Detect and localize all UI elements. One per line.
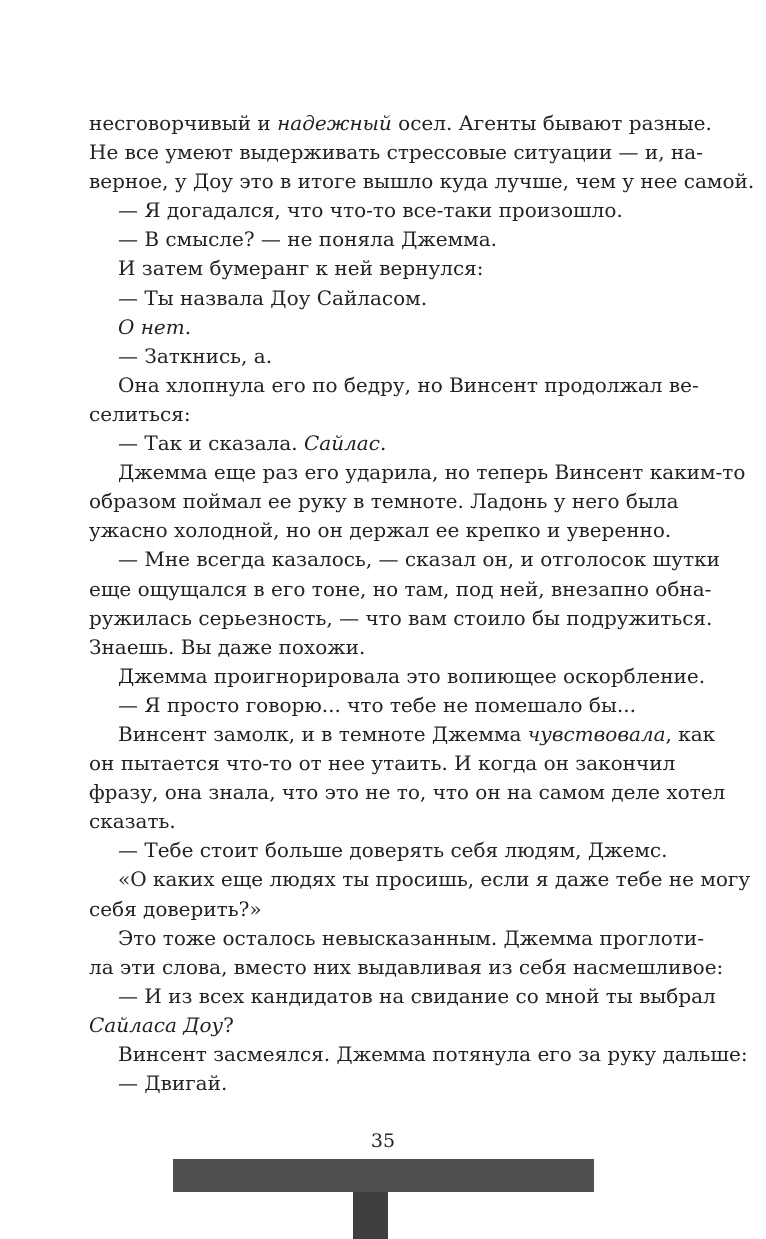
text-line	[89, 575, 712, 604]
text-segment: Джемма проигнорировала это вопиющее оскорбление.	[118, 663, 706, 688]
text-segment: Она хлопнула его по бедру, но Винсент продолжал ве-	[118, 372, 699, 397]
text-line	[89, 924, 704, 953]
text-segment: , как	[665, 721, 716, 746]
text-line	[89, 720, 716, 749]
body-text	[89, 109, 755, 1098]
text-line	[89, 895, 651, 924]
text-segment: Не все умеют выдерживать стрессовые ситуации — и, на-	[89, 140, 703, 165]
text-segment: И затем бумеранг к ней вернулся:	[118, 256, 484, 281]
text-line	[89, 313, 651, 342]
page-number: 35	[370, 1130, 396, 1152]
text-line	[89, 778, 726, 807]
text-segment: несговорчивый и	[89, 111, 278, 135]
text-segment: — Тебе стоит больше доверять себя людям, Джемс.	[118, 838, 668, 863]
text-segment: — И из всех кандидатов на свидание со мной ты выбрал	[118, 983, 716, 1008]
text-line	[89, 749, 676, 778]
text-segment: — Двигай.	[118, 1071, 228, 1096]
text-segment: Это тоже осталось невысказанным. Джемма проглоти-	[118, 925, 704, 950]
italic-text: Сайласа Доу	[89, 1012, 224, 1037]
text-line	[89, 371, 699, 400]
text-line	[89, 1011, 651, 1040]
text-line	[89, 516, 672, 545]
text-segment: ужасно холодной, но он держал ее крепко и уверенно.	[89, 518, 672, 543]
text-segment: ?	[223, 1012, 234, 1037]
text-line	[89, 167, 755, 196]
text-segment: селиться:	[89, 401, 191, 426]
text-line	[89, 604, 713, 633]
text-line	[89, 1040, 748, 1069]
text-segment: — Ты назвала Доу Сайласом.	[118, 285, 428, 310]
text-segment: — Мне всегда казалось, — сказал он, и отголосок шутки	[118, 547, 720, 572]
text-segment: — Заткнись, а.	[118, 343, 273, 368]
text-line	[89, 225, 651, 254]
text-segment: Винсент засмеялся. Джемма потянула его за руку дальше:	[118, 1042, 748, 1066]
text-line	[89, 691, 651, 720]
text-line	[89, 138, 703, 167]
text-line	[89, 400, 651, 429]
text-segment: верное, у Доу это в итоге вышло куда лучше, чем у нее самой.	[89, 169, 755, 194]
footer-bar-horizontal	[173, 1159, 594, 1192]
text-line	[89, 458, 746, 487]
text-line	[89, 109, 712, 138]
text-line	[89, 953, 724, 982]
text-segment: сказать.	[89, 809, 176, 834]
italic-text: чувствовала	[527, 721, 666, 746]
text-segment: ружилась серьезность, — что вам стоило бы подружиться.	[89, 605, 713, 630]
text-segment: — В смысле? — не поняла Джемма.	[118, 227, 497, 252]
text-line	[89, 429, 651, 458]
text-segment: «О каких еще людях ты просишь, если я даже тебе не могу	[118, 867, 751, 892]
text-segment: — Так и сказала.	[118, 431, 304, 456]
text-line	[89, 865, 751, 894]
text-segment: ла эти слова, вместо них выдавливая из себя насмешливое:	[89, 954, 724, 979]
text-line	[89, 1069, 651, 1098]
text-segment: — Я догадался, что что-то все-таки произошло.	[118, 198, 623, 223]
text-segment: Винсент замолк, и в темноте Джемма	[118, 721, 528, 746]
text-line	[89, 196, 651, 225]
text-line	[89, 662, 706, 691]
text-line	[89, 545, 720, 574]
text-segment: Знаешь. Вы даже похожи.	[89, 634, 366, 659]
text-segment: еще ощущался в его тоне, но там, под ней, внезапно обна-	[89, 576, 712, 601]
text-segment: Джемма еще раз его ударила, но теперь Винсент каким-то	[118, 460, 746, 485]
footer-bar-vertical	[353, 1192, 388, 1239]
text-segment: фразу, она знала, что это не то, что он на самом деле хотел	[89, 780, 726, 805]
text-line	[89, 836, 668, 865]
text-line	[89, 633, 651, 662]
text-line	[89, 807, 651, 836]
italic-text: О нет.	[118, 314, 192, 339]
text-segment: себя доверить?»	[89, 896, 262, 921]
text-segment: — Я просто говорю... что тебе не помешало бы...	[118, 692, 636, 717]
text-line	[89, 284, 651, 313]
text-line	[89, 982, 716, 1011]
text-line	[89, 487, 679, 516]
text-segment: он пытается что-то от нее утаить. И когда он закончил	[89, 751, 676, 776]
text-segment: образом поймал ее руку в темноте. Ладонь у него была	[89, 489, 679, 514]
italic-text: надежный	[277, 111, 392, 135]
text-segment: осел. Агенты бывают разные.	[391, 111, 712, 135]
italic-text: Сайлас	[303, 431, 380, 456]
text-segment: .	[379, 431, 387, 456]
text-line	[89, 342, 651, 371]
text-line	[89, 254, 651, 283]
